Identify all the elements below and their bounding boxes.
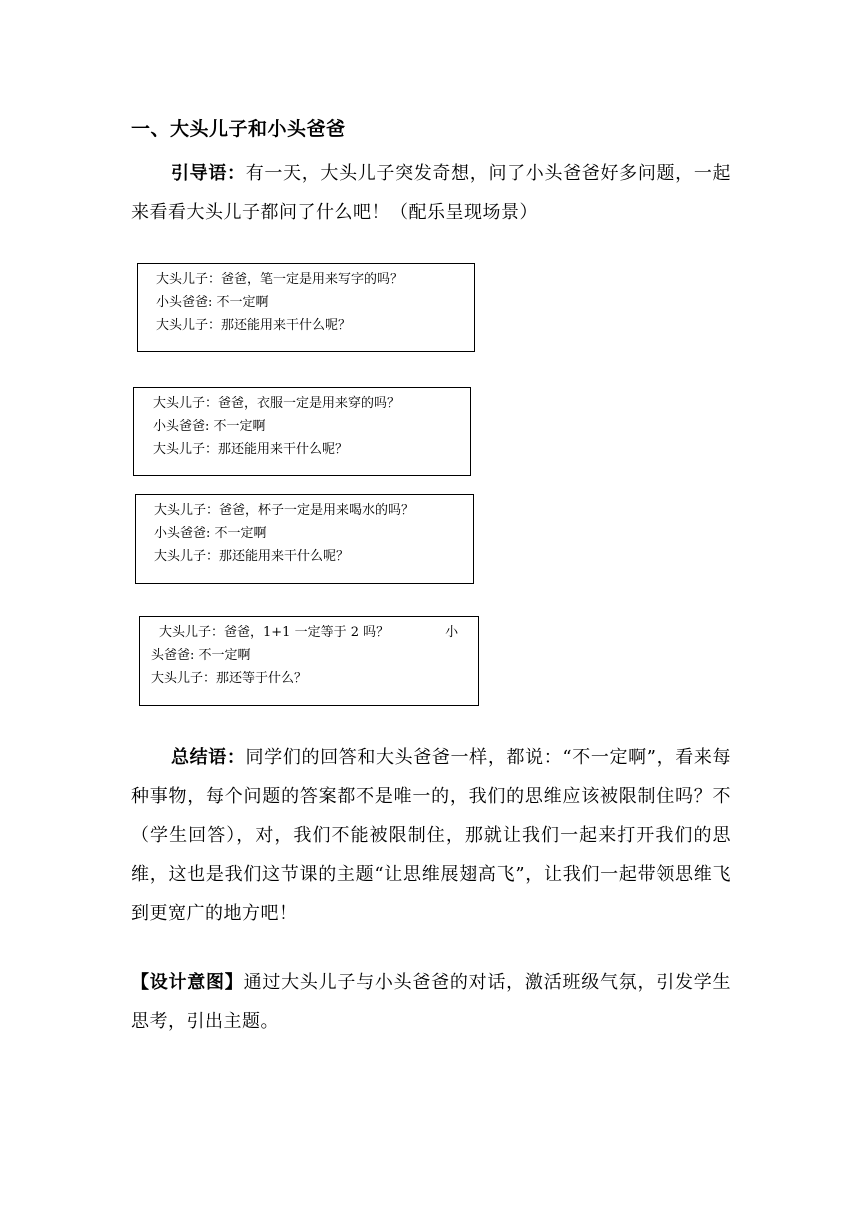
- dialogue-line: [151, 621, 478, 644]
- dialogue-line: 大头儿子：那还能用来干什么呢？: [154, 549, 350, 564]
- dialogue-box-cup: [135, 494, 474, 584]
- intro-paragraph: [131, 154, 731, 232]
- section-title: 一、大头儿子和小头爸爸: [131, 119, 346, 140]
- dialogue-line: 大头儿子：那还能用来干什么呢？: [156, 318, 352, 333]
- dialogue-box-clothes: [133, 387, 471, 476]
- dialogue-line: 小头爸爸: 不一定啊: [156, 295, 269, 310]
- summary-label: 总结语：: [171, 747, 246, 768]
- dialogue-line-part: 大头儿子：爸爸，1+1 一定等于 2 吗？: [159, 625, 390, 640]
- dialogue-line: 大头儿子：爸爸，衣服一定是用来穿的吗？: [153, 396, 401, 411]
- design-intent-paragraph: [131, 963, 731, 1041]
- dialogue-line: 大头儿子：爸爸，杯子一定是用来喝水的吗？: [154, 503, 415, 518]
- design-intent-label: 【设计意图】: [131, 972, 244, 993]
- dialogue-line: 大头儿子：那还能用来干什么呢？: [153, 442, 349, 457]
- dialogue-line: 大头儿子：那还等于什么？: [151, 671, 308, 686]
- summary-text: 同学们的回答和大头爸爸一样，都说：“不一定啊”，看来每种事物，每个问题的答案都不是唯一的，我们的思维应该被限制住吗？不（学生回答），对，我们不能被限制住，那就让我们一起来打开我们的思维，这也是我们这节课的主题“让思维展翅高飞”，让我们一起带领思维飞到更宽广的地方吧！: [131, 747, 731, 924]
- dialogue-box-pen: [137, 263, 475, 352]
- dialogue-line: 小头爸爸: 不一定啊: [154, 526, 267, 541]
- dialogue-line: 小头爸爸: 不一定啊: [153, 419, 266, 434]
- summary-paragraph: [131, 738, 731, 933]
- intro-label: 引导语：: [171, 163, 246, 184]
- intro-text: 有一天，大头儿子突发奇想，问了小头爸爸好多问题，一起来看看大头儿子都问了什么吧！（配乐呈现场景）: [131, 163, 732, 223]
- dialogue-box-math: [139, 616, 479, 706]
- design-intent-text: 通过大头儿子与小头爸爸的对话，激活班级气氛，引发学生思考，引出主题。: [131, 972, 732, 1032]
- dialogue-line: 头爸爸: 不一定啊: [151, 648, 251, 663]
- dialogue-line-part: 小: [445, 625, 459, 640]
- dialogue-line: 大头儿子：爸爸，笔一定是用来写字的吗？: [156, 272, 404, 287]
